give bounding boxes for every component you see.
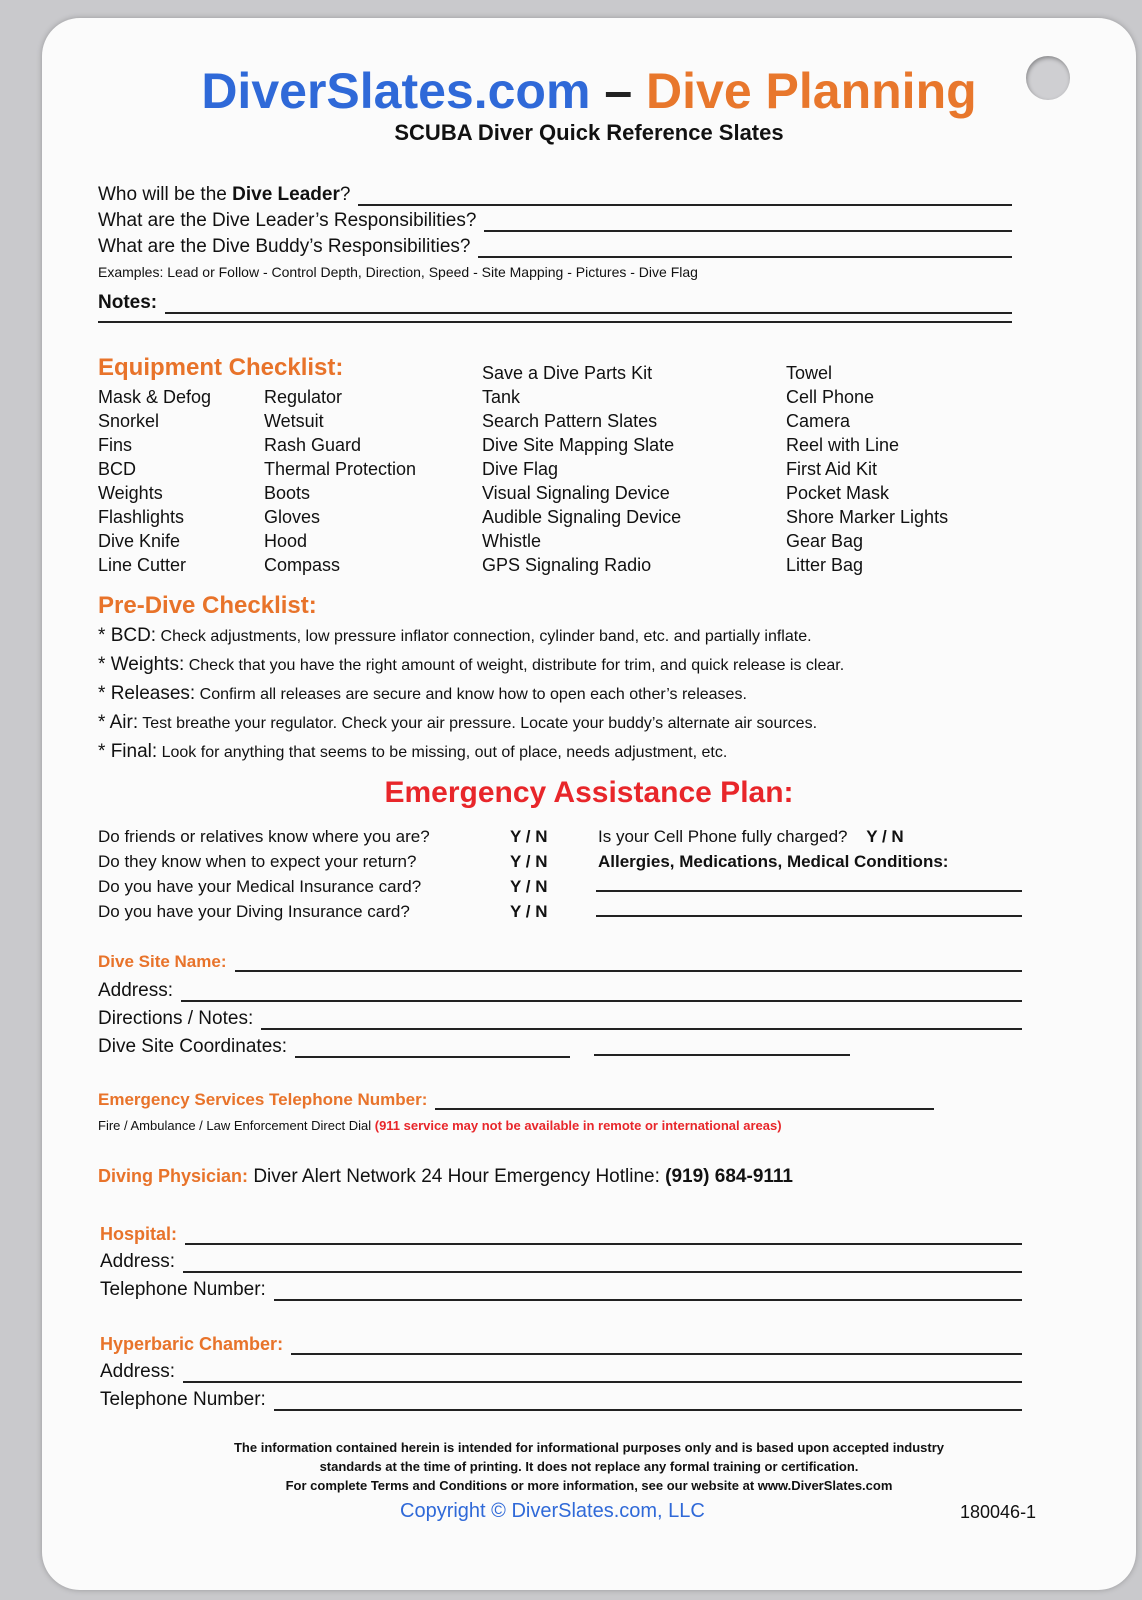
- equipment-item: Towel: [786, 363, 833, 383]
- hospital-row: [100, 1224, 1022, 1245]
- hospital-phone-line[interactable]: [274, 1299, 1022, 1301]
- equipment-item: Gear Bag: [786, 531, 864, 551]
- equipment-item: Rash Guard: [264, 435, 362, 455]
- equipment-item: Dive Site Mapping Slate: [482, 435, 675, 455]
- responsibility-examples: Examples: Lead or Follow - Control Depth, Direction, Speed - Site Mapping - Pictures - Dive Flag: [98, 264, 698, 280]
- allergies-label: Allergies, Medications, Medical Conditions:: [598, 852, 949, 871]
- equipment-item: First Aid Kit: [786, 459, 878, 479]
- emergency-heading: Emergency Assistance Plan:: [384, 776, 794, 809]
- emergency-services-label: Emergency Services Telephone Number:: [98, 1090, 428, 1109]
- no-911-warning: (911 service may not be available in remote or international areas): [374, 1118, 782, 1133]
- equipment-item: Regulator: [264, 387, 343, 407]
- hospital-label: Hospital:: [100, 1224, 178, 1244]
- equipment-item: Boots: [264, 483, 311, 503]
- dan-hotline-text: Diver Alert Network 24 Hour Emergency Hotline:: [248, 1166, 666, 1187]
- emergency-question-row: [98, 899, 547, 924]
- equipment-item: Cell Phone: [786, 387, 875, 407]
- chamber-address-line[interactable]: [183, 1381, 1022, 1383]
- site-coordinates-row: [98, 1036, 570, 1058]
- disclaimer-line-1: The information contained herein is intended for informational purposes only and is based upon accepted industry: [233, 1440, 945, 1455]
- equipment-column-1: [98, 385, 211, 577]
- chamber-row: [100, 1334, 1022, 1355]
- diving-physician-row: [98, 1166, 793, 1188]
- notes-line-1[interactable]: [165, 312, 1012, 314]
- predive-item-label: Weights:: [110, 654, 185, 675]
- predive-list: [98, 622, 844, 767]
- diving-physician-label: Diving Physician:: [98, 1166, 249, 1186]
- notes-line-2[interactable]: [98, 321, 1012, 323]
- predive-item: [98, 651, 844, 680]
- hospital-phone-label: Telephone Number:: [100, 1279, 266, 1300]
- chamber-address-row: [100, 1361, 1022, 1383]
- chamber-line[interactable]: [291, 1353, 1022, 1355]
- bullet-asterisk: *: [98, 741, 111, 762]
- hospital-phone-row: [100, 1279, 1022, 1301]
- notes-label: Notes:: [98, 292, 158, 313]
- direct-dial-note: Fire / Ambulance / Law Enforcement Direct Dial (911 service may not be available in remote or international areas): [98, 1118, 782, 1133]
- buddy-resp-row: [98, 236, 1012, 258]
- title-dash: –: [604, 63, 633, 119]
- emergency-question-row: [98, 824, 547, 849]
- brand-name: DiverSlates.com: [201, 63, 591, 119]
- equipment-item: Dive Knife: [98, 531, 181, 551]
- equipment-item: Tank: [482, 387, 521, 407]
- equipment-column-2: [264, 385, 416, 577]
- cell-phone-yn[interactable]: Y / N: [866, 827, 904, 846]
- equipment-item: Litter Bag: [786, 555, 864, 575]
- equipment-heading: Equipment Checklist:: [98, 354, 344, 381]
- hospital-address-row: [100, 1251, 1022, 1273]
- site-address-line[interactable]: [181, 1000, 1022, 1002]
- equipment-item: Gloves: [264, 507, 321, 527]
- equipment-item: Shore Marker Lights: [786, 507, 949, 527]
- bullet-asterisk: *: [98, 683, 111, 704]
- chamber-label: Hyperbaric Chamber:: [100, 1334, 284, 1354]
- yes-no-choice[interactable]: Y / N: [510, 827, 548, 846]
- product-code: 180046-1: [960, 1502, 1037, 1522]
- copyright-notice: Copyright © DiverSlates.com, LLC: [400, 1500, 705, 1522]
- cell-phone-row: [598, 824, 904, 849]
- equipment-item: Reel with Line: [786, 435, 900, 455]
- dive-site-name-row: [98, 952, 1022, 972]
- buddy-resp-question: What are the Dive Buddy’s Responsibilities?: [98, 236, 471, 257]
- bullet-asterisk: *: [98, 712, 110, 733]
- equipment-item: Weights: [98, 483, 163, 503]
- slate-subtitle: SCUBA Diver Quick Reference Slates: [394, 120, 784, 145]
- equipment-item: Whistle: [482, 531, 542, 551]
- equipment-item: Visual Signaling Device: [482, 483, 670, 503]
- dive-leader-line[interactable]: [358, 204, 1012, 206]
- equipment-column-3: [482, 361, 681, 577]
- emergency-services-line[interactable]: [435, 1108, 934, 1110]
- hospital-address-label: Address:: [100, 1251, 175, 1272]
- equipment-item: Hood: [264, 531, 308, 551]
- dan-hotline-number[interactable]: (919) 684-9111: [665, 1166, 793, 1187]
- hospital-address-line[interactable]: [183, 1271, 1022, 1273]
- dive-leader-row: [98, 184, 1012, 206]
- emergency-question: Do they know when to expect your return?: [98, 852, 417, 871]
- topic-name: Dive Planning: [646, 63, 977, 119]
- site-address-row: [98, 980, 1022, 1002]
- equipment-item: Line Cutter: [98, 555, 187, 575]
- disclaimer-line-2: standards at the time of printing. It does not replace any formal training or certification.: [319, 1459, 859, 1474]
- site-directions-label: Directions / Notes:: [98, 1008, 254, 1029]
- bullet-asterisk: *: [98, 625, 111, 646]
- chamber-address-label: Address:: [100, 1361, 175, 1382]
- yes-no-choice[interactable]: Y / N: [510, 852, 548, 871]
- allergies-line-1[interactable]: [596, 890, 1022, 892]
- yes-no-choice[interactable]: Y / N: [510, 902, 548, 921]
- equipment-item: Audible Signaling Device: [482, 507, 682, 527]
- predive-item-label: Final:: [110, 741, 158, 762]
- emergency-question-row: [98, 874, 547, 899]
- site-coordinates-line-1[interactable]: [295, 1056, 570, 1058]
- predive-item-text: Check adjustments, low pressure inflator connection, cylinder band, etc. and partially inflate.: [156, 628, 812, 645]
- cell-phone-question: Is your Cell Phone fully charged?: [598, 827, 848, 846]
- predive-item: [98, 709, 844, 738]
- predive-item: [98, 680, 844, 709]
- chamber-phone-line[interactable]: [274, 1409, 1022, 1411]
- dive-site-name-line[interactable]: [235, 970, 1023, 972]
- equipment-item: Search Pattern Slates: [482, 411, 658, 431]
- emergency-question: Do you have your Medical Insurance card?: [98, 877, 422, 896]
- dive-site-name-label: Dive Site Name:: [98, 952, 227, 971]
- notes-row: [98, 292, 1012, 314]
- equipment-item: Fins: [98, 435, 133, 455]
- leader-resp-row: [98, 210, 1012, 232]
- site-directions-row: [98, 1008, 1022, 1030]
- equipment-item: Save a Dive Parts Kit: [482, 363, 653, 383]
- leader-resp-question: What are the Dive Leader’s Responsibilities?: [98, 210, 477, 231]
- predive-item-text: Confirm all releases are secure and know how to open each other’s releases.: [195, 686, 747, 703]
- predive-item-label: Releases:: [110, 683, 196, 704]
- chamber-phone-row: [100, 1389, 1022, 1411]
- predive-item-label: BCD:: [110, 625, 157, 646]
- predive-item: [98, 622, 844, 651]
- predive-item-text: Look for anything that seems to be missing, out of place, needs adjustment, etc.: [157, 744, 728, 761]
- site-directions-line[interactable]: [261, 1028, 1022, 1030]
- equipment-item: Wetsuit: [264, 411, 324, 431]
- emergency-question: Do you have your Diving Insurance card?: [98, 902, 410, 921]
- equipment-item: GPS Signaling Radio: [482, 555, 652, 575]
- equipment-column-4: [786, 361, 948, 577]
- emergency-question-row: [98, 849, 547, 874]
- equipment-item: Thermal Protection: [264, 459, 417, 479]
- predive-item-text: Check that you have the right amount of weight, distribute for trim, and quick release is clear.: [184, 657, 845, 674]
- site-coordinates-label: Dive Site Coordinates:: [98, 1036, 288, 1057]
- allergies-line-2[interactable]: [596, 915, 1022, 917]
- equipment-item: Camera: [786, 411, 851, 431]
- equipment-item: Snorkel: [98, 411, 160, 431]
- predive-item-label: Air:: [109, 712, 139, 733]
- equipment-item: Flashlights: [98, 507, 185, 527]
- site-coordinates-line-2[interactable]: [594, 1054, 850, 1056]
- predive-item-text: Test breathe your regulator. Check your air pressure. Locate your buddy’s alternate air sources.: [138, 715, 818, 732]
- equipment-item: Compass: [264, 555, 341, 575]
- hospital-line[interactable]: [185, 1243, 1022, 1245]
- dive-planning-slate: [42, 18, 1136, 1590]
- emergency-questions: [98, 824, 547, 924]
- equipment-item: BCD: [98, 459, 137, 479]
- emergency-services-row: [98, 1090, 934, 1110]
- predive-heading: Pre-Dive Checklist:: [98, 592, 317, 619]
- emergency-question: Do friends or relatives know where you are?: [98, 827, 430, 846]
- chamber-phone-label: Telephone Number:: [100, 1389, 266, 1410]
- slate-title: [42, 62, 1136, 120]
- leader-resp-line[interactable]: [484, 230, 1012, 232]
- equipment-item: Pocket Mask: [786, 483, 890, 503]
- equipment-item: Dive Flag: [482, 459, 559, 479]
- disclaimer-line-3: For complete Terms and Conditions or more information, see our website at www.DiverSlates.com: [285, 1478, 893, 1493]
- predive-item: [98, 738, 844, 767]
- buddy-resp-line[interactable]: [478, 256, 1012, 258]
- equipment-item: Mask & Defog: [98, 387, 212, 407]
- site-address-label: Address:: [98, 980, 173, 1001]
- yes-no-choice[interactable]: Y / N: [510, 877, 548, 896]
- dive-leader-question: Who will be the Dive Leader?: [98, 184, 351, 205]
- bullet-asterisk: *: [98, 654, 111, 675]
